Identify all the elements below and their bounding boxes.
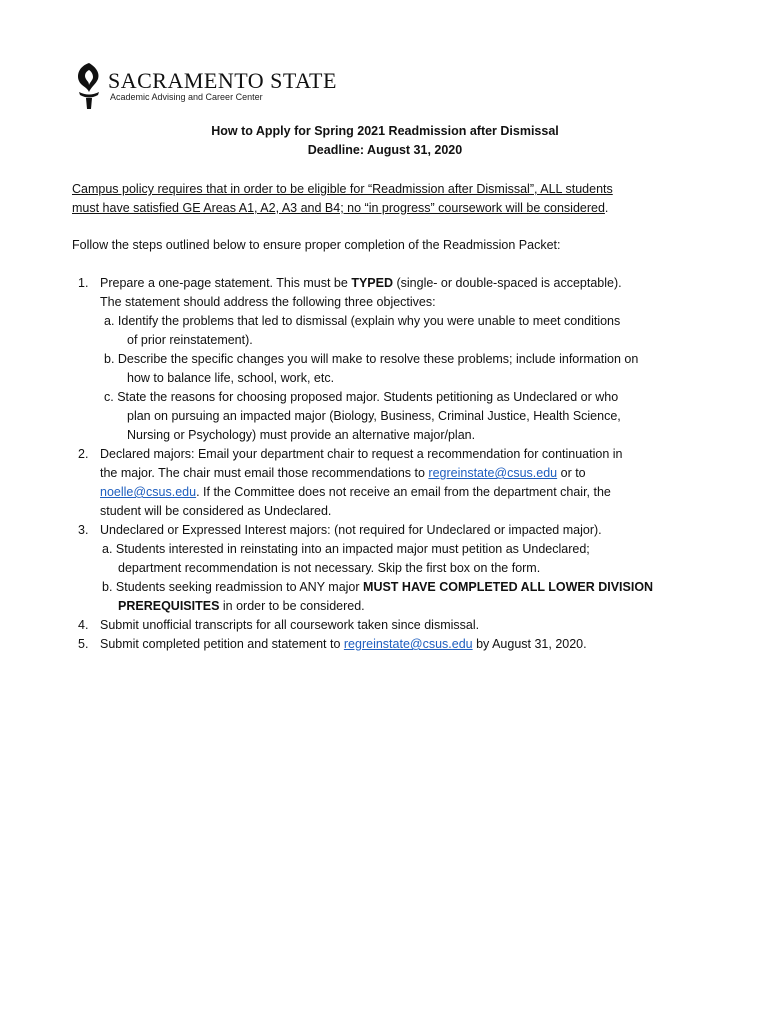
hornet-torch-icon (74, 62, 104, 110)
department-name: Academic Advising and Career Center (110, 91, 263, 102)
step-3a-line-2: department recommendation is not necessary. Skip the first box on the form. (118, 561, 541, 575)
step-3a-line-1: a. Students interested in reinstating into an impacted major must petition as Undeclared; (102, 542, 590, 556)
step-2-text-a: the major. The chair must email those recommendations to (100, 466, 429, 480)
step-1-number: 1. (78, 276, 89, 290)
step-5-text-b: by August 31, 2020. (472, 637, 587, 651)
step-5-line-1 (100, 636, 587, 652)
policy-line-2 (72, 200, 608, 216)
step-3b-line-2 (118, 598, 365, 614)
deadline: Deadline: August 31, 2020 (307, 143, 463, 157)
step-1-typed: TYPED (351, 276, 393, 290)
step-4-line-1: Submit unofficial transcripts for all coursework taken since dismissal. (100, 618, 480, 632)
step-3b-bold-a: MUST HAVE COMPLETED ALL LOWER DIVISION (363, 580, 654, 594)
step-2-line-1: Declared majors: Email your department chair to request a recommendation for continuation in (100, 447, 623, 461)
step-1c-line-3: Nursing or Psychology) must provide an alternative major/plan. (127, 428, 476, 442)
step-3-number: 3. (78, 523, 89, 537)
submission-email-link[interactable]: regreinstate@csus.edu (343, 637, 473, 651)
step-3b-text-b: in order to be considered. (219, 599, 365, 613)
step-1-line-1 (100, 275, 622, 291)
step-2-text-c: . If the Committee does not receive an email from the department chair, the (196, 485, 611, 499)
step-1c-line-2: plan on pursuing an impacted major (Biology, Business, Criminal Justice, Health Science, (127, 409, 621, 423)
step-3b-bold-b: PREREQUISITES (118, 599, 220, 613)
step-3b-text-a: b. Students seeking readmission to ANY major (102, 580, 364, 594)
step-2-line-4: student will be considered as Undeclared. (100, 504, 332, 518)
step-2-line-3 (100, 484, 611, 500)
step-1c-line-1: c. State the reasons for choosing proposed major. Students petitioning as Undeclared or who (104, 390, 619, 404)
org-name: SACRAMENTO STATE (108, 67, 337, 93)
page-title: How to Apply for Spring 2021 Readmission after Dismissal (211, 124, 559, 138)
regreinstate-email-link[interactable]: regreinstate@csus.edu (428, 466, 558, 480)
step-1-text-a: Prepare a one-page statement. This must be (100, 276, 352, 290)
step-1a-line-1: a. Identify the problems that led to dismissal (explain why you were unable to meet conditions (104, 314, 621, 328)
step-1-text-c: (single- or double-spaced is acceptable). (393, 276, 622, 290)
step-2-text-b: or to (557, 466, 586, 480)
policy-line-1: Campus policy requires that in order to be eligible for “Readmission after Dismissal”, ALL students (72, 182, 613, 196)
step-1-line-2: The statement should address the following three objectives: (100, 295, 436, 309)
step-1a-line-2: of prior reinstatement). (127, 333, 253, 347)
step-1b-line-2: how to balance life, school, work, etc. (127, 371, 335, 385)
step-3b-line-1 (102, 579, 653, 595)
noelle-email-link[interactable]: noelle@csus.edu (100, 485, 197, 499)
step-2-number: 2. (78, 447, 89, 461)
step-5-text-a: Submit completed petition and statement to (100, 637, 344, 651)
sacramento-state-logo (74, 62, 337, 110)
step-1b-line-1: b. Describe the specific changes you will make to resolve these problems; include information on (104, 352, 639, 366)
step-5-number: 5. (78, 637, 89, 651)
policy-line-2-text: must have satisfied GE Areas A1, A2, A3 and B4; no “in progress” coursework will be considered (72, 201, 605, 215)
step-4-number: 4. (78, 618, 89, 632)
intro-text: Follow the steps outlined below to ensure proper completion of the Readmission Packet: (72, 238, 561, 252)
step-3-line-1: Undeclared or Expressed Interest majors: (not required for Undeclared or impacted major). (100, 523, 602, 537)
step-2-line-2 (100, 465, 586, 481)
policy-period: . (604, 201, 609, 215)
